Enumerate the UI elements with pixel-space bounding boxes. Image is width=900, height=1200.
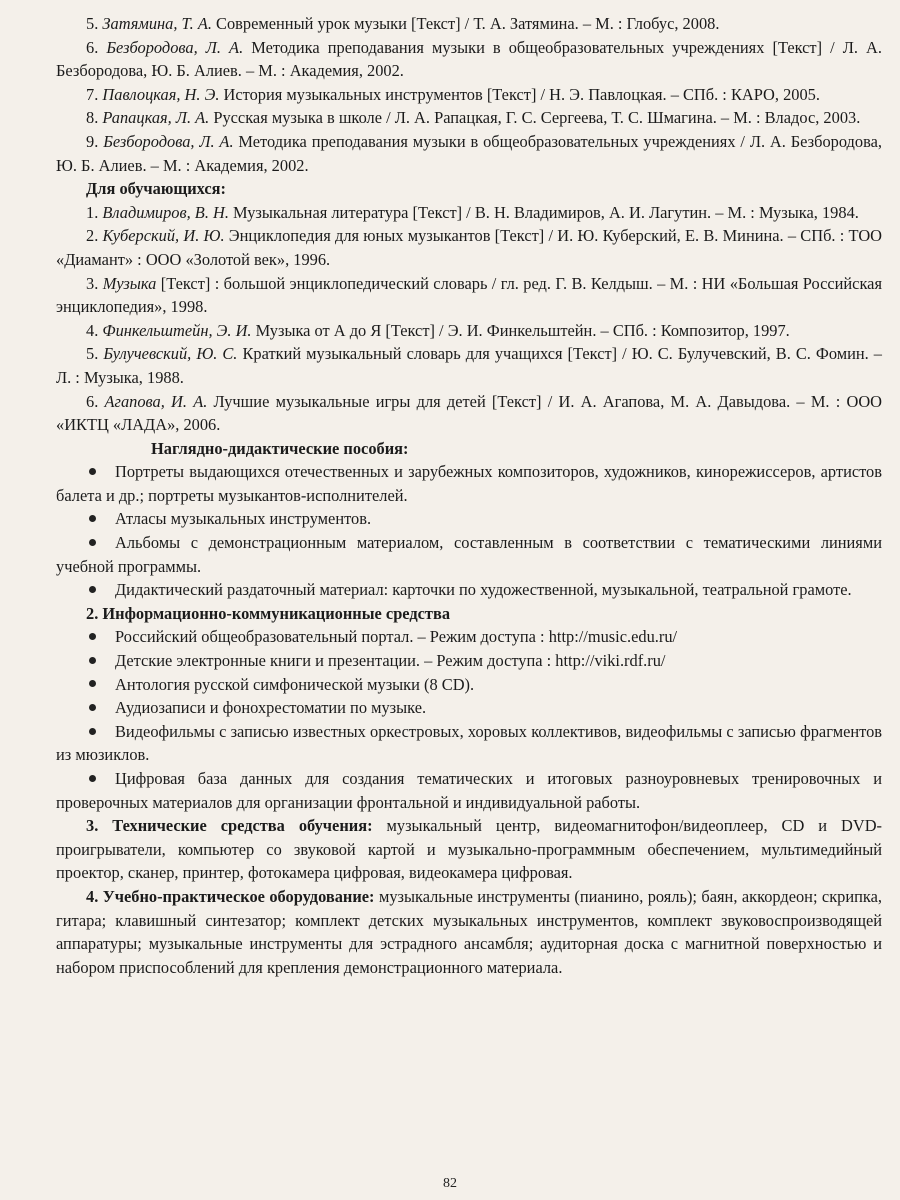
reference-author: Рапацкая, Л. А. <box>102 108 210 128</box>
bullet-icon <box>89 657 96 664</box>
students-heading: Для обучающихся: <box>86 179 226 199</box>
reference-author: Агапова, И. А. <box>104 391 208 411</box>
reference-text: Методика преподавания музыки в общеобразовательных учреждениях / Л. А. Безбородова, Ю. Б. Алиев. – М. : Академия, 2002. <box>56 131 882 175</box>
reference-text: Методика преподавания музыки в общеобразовательных учреждениях [Текст] / Л. А. Безбородова, Ю. Б. Алиев. – М. : Академия, 2002. <box>56 37 882 81</box>
bullet-icon <box>89 468 96 475</box>
reference-item: 6. Безбородова, Л. А. Методика преподавания музыки в общеобразовательных учреждениях [Текст] / Л. А. Безбородова, Ю. Б. Алиев. – М. : Академия, 2002. <box>56 37 882 81</box>
visual-aids-heading: Наглядно-дидактические пособия: <box>151 438 409 458</box>
bullet-icon <box>89 633 96 640</box>
bullet-item: Атласы музыкальных инструментов. <box>56 507 882 531</box>
reference-text: Музыка от А до Я [Текст] / Э. И. Финкельштейн. – СПб. : Композитор, 1997. <box>251 320 790 340</box>
reference-text: [Текст] : большой энциклопедический словарь / гл. ред. Г. В. Келдыш. – М. : НИ «Большая Российская энциклопедия», 1998. <box>56 273 882 317</box>
reference-text: Русская музыка в школе / Л. А. Рапацкая, Г. С. Сергеева, Т. С. Шмагина. – М. : Владос, 2003. <box>209 108 861 128</box>
document-page <box>56 12 882 979</box>
reference-author: Безбородова, Л. А. <box>106 37 244 57</box>
bullet-item: Антология русской симфонической музыки (8 CD). <box>56 673 882 697</box>
bullet-item: Видеофильмы с записью известных оркестровых, хоровых коллективов, видеофильмы с записью фрагментов из мюзиклов. <box>56 721 882 765</box>
bullet-icon <box>89 775 96 782</box>
reference-item: 2. Куберский, И. Ю. Энциклопедия для юных музыкантов [Текст] / И. Ю. Куберский, Е. В. Минина. – СПб. : ТОО «Диамант» : ООО «Золотой век», 1996. <box>56 226 882 269</box>
reference-item: 5. Булучевский, Ю. С. Краткий музыкальный словарь для учащихся [Текст] / Ю. С. Булучевский, В. С. Фомин. – Л. : Музыка, 1988. <box>56 344 882 387</box>
bullet-icon <box>89 586 96 593</box>
reference-text: Лучшие музыкальные игры для детей [Текст] / И. А. Агапова, М. А. Давыдова. – М. : ООО «ИКТЦ «ЛАДА», 2006. <box>56 391 883 435</box>
reference-author: Куберский, И. Ю. <box>102 226 225 246</box>
bullet-icon <box>89 728 96 735</box>
student-references-list <box>56 201 882 437</box>
page-number: 82 <box>443 1176 457 1191</box>
reference-item: 5. Затямина, Т. А. Современный урок музыки [Текст] / Т. А. Затямина. – М. : Глобус, 2008. <box>86 14 720 33</box>
technical-means-text: музыкальный центр, видеомагнитофон/видеоплеер, CD и DVD-проигрыватели, компьютер со звуковой картой и музыкально-программным обеспечением, мультимедийный проектор, сканер, принтер, фотокамера цифровая, видеокамера цифровая. <box>56 816 882 883</box>
bullet-item: Детские электронные книги и презентации. – Режим доступа : http://viki.rdf.ru/ <box>56 649 882 673</box>
references-continued-list <box>56 12 882 177</box>
reference-text: Музыкальная литература [Текст] / В. Н. Владимиров, А. И. Лагутин. – М. : Музыка, 1984. <box>228 202 859 222</box>
reference-author: Безбородова, Л. А. <box>103 131 234 151</box>
reference-item: 9. Безбородова, Л. А. Методика преподавания музыки в общеобразовательных учреждениях / Л. А. Безбородова, Ю. Б. Алиев. – М. : Академия, 2002. <box>56 131 882 175</box>
reference-author: Затямина, Т. А. <box>102 14 212 33</box>
bullet-item: Российский общеобразовательный портал. – Режим доступа : http://music.edu.ru/ <box>56 625 882 649</box>
reference-author: Музыка <box>102 273 157 293</box>
bullet-item: Аудиозаписи и фонохрестоматии по музыке. <box>56 696 882 720</box>
reference-item: 6. Агапова, И. А. Лучшие музыкальные игры для детей [Текст] / И. А. Агапова, М. А. Давыдова. – М. : ООО «ИКТЦ «ЛАДА», 2006. <box>56 391 883 435</box>
bullet-item: Дидактический раздаточный материал: карточки по художественной, музыкальной, театральной грамоте. <box>56 578 882 602</box>
reference-item: 8. Рапацкая, Л. А. Русская музыка в школе / Л. А. Рапацкая, Г. С. Сергеева, Т. С. Шмагина. – М. : Владос, 2003. <box>86 108 861 128</box>
reference-item: 4. Финкельштейн, Э. И. Музыка от А до Я [Текст] / Э. И. Финкельштейн. – СПб. : Композитор, 1997. <box>86 320 790 340</box>
reference-item: 3. Музыка [Текст] : большой энциклопедический словарь / гл. ред. Г. В. Келдыш. – М. : НИ «Большая Российская энциклопедия», 1998. <box>56 273 882 317</box>
equipment-text: музыкальные инструменты (пианино, рояль); баян, аккордеон; скрипка, гитара; клавишный синтезатор; комплект детских музыкальных инструментов, комплект звуковоспроизводящей аппаратуры; музыкальные инструменты для эстрадного ансамбля; аудиторная доска с магнитной поверхностью и набором приспособлений для крепления демонстрационного материала. <box>56 886 882 977</box>
ict-list <box>56 625 882 814</box>
reference-text: Современный урок музыки [Текст] / Т. А. Затямина. – М. : Глобус, 2008. <box>211 14 720 33</box>
reference-author: Булучевский, Ю. С. <box>103 344 238 364</box>
reference-item: 1. Владимиров, В. Н. Музыкальная литература [Текст] / В. Н. Владимиров, А. И. Лагутин. – М. : Музыка, 1984. <box>86 202 859 222</box>
reference-text: Энциклопедия для юных музыкантов [Текст] / И. Ю. Куберский, Е. В. Минина. – СПб. : ТОО «Диамант» : ООО «Золотой век», 1996. <box>56 226 882 269</box>
visual-aids-list <box>56 460 882 602</box>
bullet-icon <box>89 539 96 546</box>
ict-heading: 2. Информационно-коммуникационные средства <box>86 603 451 623</box>
reference-author: Финкельштейн, Э. И. <box>102 320 252 340</box>
technical-means-label: 3. Технические средства обучения: <box>86 816 373 836</box>
bullet-icon <box>89 680 96 687</box>
reference-text: История музыкальных инструментов [Текст] / Н. Э. Павлоцкая. – СПб. : КАРО, 2005. <box>219 84 820 104</box>
reference-item: 7. Павлоцкая, Н. Э. История музыкальных инструментов [Текст] / Н. Э. Павлоцкая. – СПб. : КАРО, 2005. <box>86 84 820 104</box>
bullet-item: Портреты выдающихся отечественных и зарубежных композиторов, художников, кинорежиссеров, артистов балета и др.; портреты музыкантов-исполнителей. <box>56 462 882 505</box>
bullet-icon <box>89 515 96 522</box>
bullet-item: Альбомы с демонстрационным материалом, составленным в соответствии с тематическими линиями учебной программы. <box>56 533 882 576</box>
equipment-paragraph <box>56 885 882 979</box>
reference-text: Краткий музыкальный словарь для учащихся [Текст] / Ю. С. Булучевский, В. С. Фомин. – Л. : Музыка, 1988. <box>56 344 882 387</box>
technical-means-paragraph <box>56 814 882 885</box>
bullet-icon <box>89 704 96 711</box>
bullet-item: Цифровая база данных для создания тематических и итоговых разноуровневых тренировочных и проверочных материалов для организации фронтальной и индивидуальной работы. <box>56 769 882 812</box>
reference-author: Павлоцкая, Н. Э. <box>102 84 220 104</box>
reference-author: Владимиров, В. Н. <box>102 202 229 222</box>
equipment-label: 4. Учебно-практическое оборудование: <box>86 886 375 906</box>
